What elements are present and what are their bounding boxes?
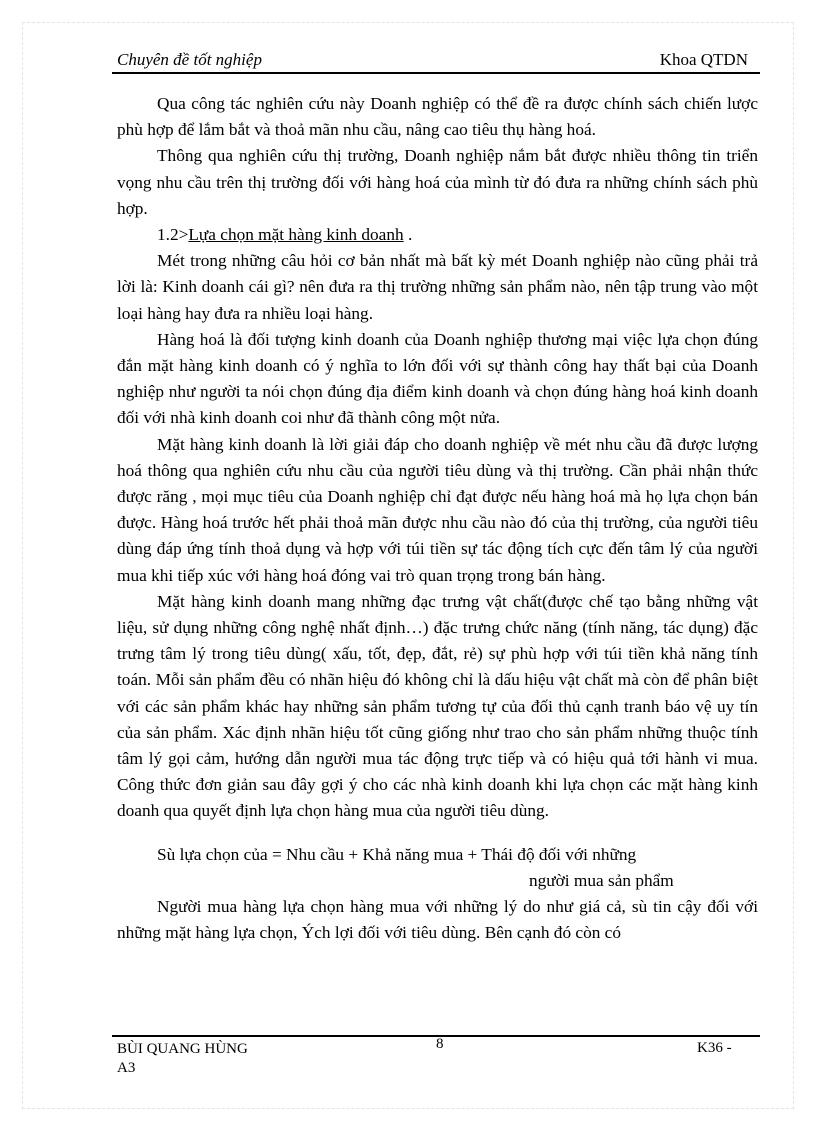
footer-author-class: A3 xyxy=(117,1060,136,1076)
page-header xyxy=(112,48,760,74)
header-thesis-title: Chuyên đề tốt nghiệp xyxy=(117,50,262,69)
paragraph: Qua công tác nghiên cứu này Doanh nghiệp có thể đề ra được chính sách chiến lược phù hợp để lắm bắt và thoả mãn nhu cầu, nâng cao tiêu thụ hàng hoá. xyxy=(117,94,758,140)
formula-line-2: người mua sản phẩm xyxy=(529,870,674,890)
paragraph: Mét trong những câu hỏi cơ bản nhất mà bất kỳ mét Doanh nghiệp nào cũng phải trả lời là: Kinh doanh cái gì? nên đưa ra thị trường những sản phẩm nào, nên tập trung vào một loại hàng hay đưa ra nhiều loại hàng. xyxy=(117,251,758,323)
paragraph: Hàng hoá là đối tượng kinh doanh của Doanh nghiệp thương mại việc lựa chọn đúng đắn mặt hàng kinh doanh có ý nghĩa to lớn đối với sự thành công hay thất bại của Doanh nghiệp như người ta nói chọn đúng địa điểm kinh doanh và chọn đúng hàng hoá kinh doanh đối với nhà kinh doanh coi như đã thành công một nửa. xyxy=(117,329,758,428)
footer-author-name: BÙI QUANG HÙNG xyxy=(117,1041,248,1057)
footer-course: K36 - xyxy=(697,1040,732,1056)
paragraph: Mặt hàng kinh doanh mang những đạc trưng vật chất(được chế tạo bằng những vật liệu, sử dụng những công nghệ nhất định…) đặc trưng chức năng (tính năng, tác dụng) đặc trưng tâm lý trong tiêu dùng( xấu, tốt, đẹp, đắt, rẻ) sự phù hợp với túi tiền khả năng tính toán. Mỗi sản phẩm đều có nhãn hiệu đó không chỉ là dấu hiệu vật chất mà còn để phân biệt với các sản phẩm khác hay những sản phẩm tương tự của đối thủ cạnh tranh báo vệ uy tín của sản phẩm. Xác định nhãn hiệu tốt cũng giống như trao cho sản phẩm những thuộc tính tâm lý gọi cảm, hướng dẫn người mua tác động trực tiếp và có hiệu quả tới hành vi mua. Công thức đơn giản sau đây gợi ý cho các nhà kinh doanh khi lựa chọn các mặt hàng kinh doanh qua quyết định lựa chọn hàng mua của người tiêu dùng. xyxy=(117,591,758,821)
section-suffix: . xyxy=(407,225,413,245)
section-heading xyxy=(117,222,758,248)
document-body xyxy=(117,91,758,947)
paragraph: Thông qua nghiên cứu thị trường, Doanh nghiệp nắm bắt được nhiều thông tin triển vọng nhu cầu trên thị trường đối với hàng hoá của mình từ đó đưa ra những chính sách phù hợp. xyxy=(117,146,758,218)
choice-formula xyxy=(117,842,758,894)
footer-author xyxy=(117,1040,287,1078)
section-title: Lựa chọn mặt hàng kinh doanh xyxy=(188,225,404,245)
page-number: 8 xyxy=(436,1036,444,1052)
formula-line-1: Sù lựa chọn của = Nhu cầu + Khả năng mua + Thái độ đối với những xyxy=(157,844,637,864)
section-number: 1.2> xyxy=(157,225,189,245)
paragraph: Người mua hàng lựa chọn hàng mua với những lý do như giá cả, sù tin cậy đối với những mặt hàng lựa chọn, Ých lợi đối với tiêu dùng. Bên cạnh đó còn có xyxy=(117,897,758,943)
paragraph: Mặt hàng kinh doanh là lời giải đáp cho doanh nghiệp về mét nhu cầu đã được lượng hoá thông qua nghiên cứu nhu cầu của người tiêu dùng và thị trường. Cần phải nhận thức được răng , mọi mục tiêu của Doanh nghiệp chỉ đạt được nếu hàng hoá mà họ lựa chọn bán được. Hàng hoá trước hết phải thoả mãn được nhu cầu nào đó của thị trường, của người tiêu dùng đáp ứng tính thoả dụng và hợp với túi tiền sự tác động tích cực đến tâm lý của người mua khi tiếp xúc với hàng hoá đóng vai trò quan trọng trong bán hàng. xyxy=(117,434,758,585)
header-faculty: Khoa QTDN xyxy=(659,50,748,69)
